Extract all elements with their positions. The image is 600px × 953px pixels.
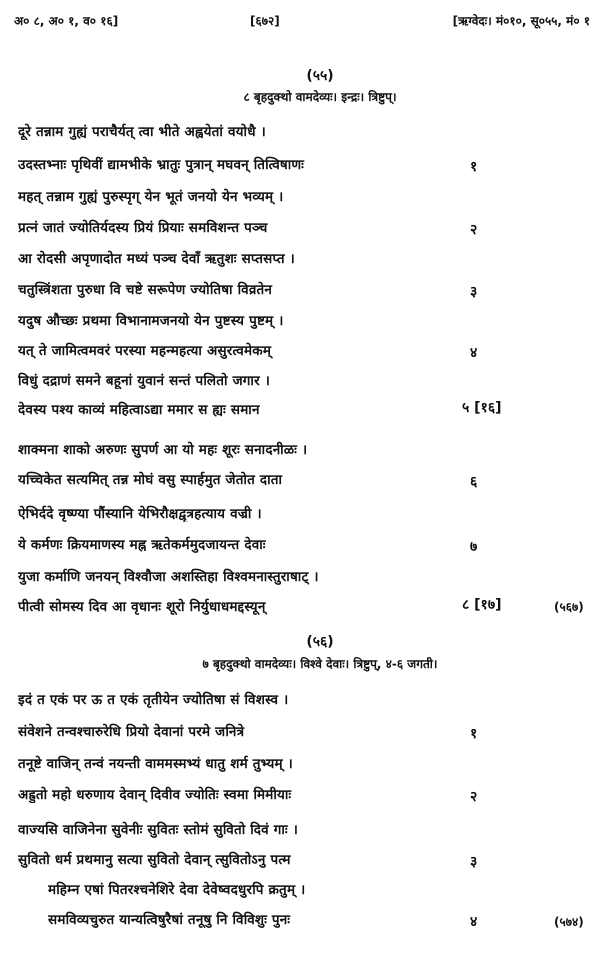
verse-line: महत् तन्नाम गुह्यं पुरुस्पृग् येन भूतं जनयो येन भव्यम् । bbox=[18, 189, 284, 205]
verse-number: ४ bbox=[470, 345, 478, 361]
verse-line: सुवितो धर्म प्रथमानु सत्या सुवितो देवान् त्सुवितोऽनु पत्म bbox=[18, 852, 291, 868]
verse-line: यत् ते जामित्वमवरं परस्या महन्महत्या असुरत्वमेकम् bbox=[18, 343, 272, 359]
verse-number: १ bbox=[470, 726, 478, 742]
verse-line: समविव्यचुरुत यान्यत्विषुरैषां तनूषु नि विविशुः पुनः bbox=[48, 912, 291, 928]
verse-line: आ रोदसी अपृणादोत मध्यं पञ्च देवाँ ऋतुशः सप्तसप्त । bbox=[18, 251, 295, 267]
verse-line: शाक्मना शाको अरुणः सुपर्ण आ यो महः शूरः सनादनीळः । bbox=[18, 442, 308, 458]
verse-line: महिम्न एषां पितरश्चनेशिरे देवा देवेष्वदधुरपि क्रतुम् । bbox=[48, 882, 306, 898]
verse-line: यच्चिकेत सत्यमित् तन्न मोघं वसु स्पार्हमुत जेतोत दाता bbox=[18, 472, 283, 488]
verse-line: वाज्यसि वाजिनेना सुवेनीः सुवितः स्तोमं सुवितो दिवं गाः । bbox=[18, 822, 299, 838]
sukta-info: ७ बृहदुक्थो वामदेव्यः। विश्वे देवाः। त्रिष्टुप्, ४-६ जगती। bbox=[202, 657, 438, 671]
verse-number: ७ bbox=[470, 539, 478, 555]
cumulative-verse-count: (५७४) bbox=[554, 915, 584, 929]
verse-line: चतुस्त्रिंशता पुरुधा वि चष्टे सरूपेण ज्योतिषा विव्रतेन bbox=[18, 282, 273, 298]
verse-number: २ bbox=[470, 222, 478, 238]
verse-number: ८ [१७] bbox=[462, 597, 502, 613]
verse-line: अह्रुतो महो धरुणाय देवान् दिवीव ज्योतिः स्वमा मिमीयाः bbox=[18, 787, 292, 803]
sukta-number: (५५) bbox=[306, 68, 334, 84]
sukta-number: (५६) bbox=[306, 634, 334, 650]
verse-line: ये कर्मणः क्रियमाणस्य मह्न ऋतेकर्ममुदजायन्त देवाः bbox=[18, 537, 266, 553]
verse-line: इदं त एकं पर ऊ त एकं तृतीयेन ज्योतिषा सं विशस्व । bbox=[18, 692, 289, 708]
verse-line: दूरे तन्नाम गुह्यं पराचैर्यत् त्वा भीते अह्वयेतां वयोधै । bbox=[18, 124, 266, 140]
verse-line: यदुष औच्छः प्रथमा विभानामजनयो येन पुष्टस्य पुष्टम् । bbox=[18, 313, 284, 329]
verse-line: प्रत्नं जातं ज्योतिर्यदस्य प्रियं प्रियाः समविशन्त पञ्च bbox=[18, 220, 268, 236]
verse-line: पीत्वी सोमस्य दिव आ वृधानः शूरो निर्युधाधमद्दस्यून् bbox=[18, 599, 266, 615]
verse-number: १ bbox=[470, 159, 478, 175]
page-number: [६७२] bbox=[250, 14, 280, 28]
verse-number: ३ bbox=[470, 854, 478, 870]
verse-line: ऐभिर्ददे वृष्ण्या पौंस्यानि येभिरौक्षद्वृत्रहत्याय वज्री । bbox=[18, 506, 262, 522]
page-header bbox=[0, 8, 600, 32]
verse-line: देवस्य पश्य काव्यं महित्वाऽद्या ममार स ह्यः समान bbox=[18, 402, 260, 418]
cumulative-verse-count: (५६७) bbox=[554, 600, 584, 614]
sukta-info: ८ बृहदुक्थो वामदेव्यः। इन्द्रः। त्रिष्टुप्। bbox=[243, 90, 397, 104]
verse-line: युजा कर्माणि जनयन् विश्वौजा अशस्तिहा विश्वमनास्तुराषाट् । bbox=[18, 569, 319, 585]
verse-number: ३ bbox=[470, 284, 478, 300]
verse-line: संवेशने तन्वश्चारुरेधि प्रियो देवानां परमे जनित्रे bbox=[18, 724, 245, 740]
verse-line: तनूष्टे वाजिन् तन्वं नयन्ती वाममस्मभ्यं धातु शर्म तुभ्यम् । bbox=[18, 756, 293, 772]
verse-number: ५ [१६] bbox=[462, 400, 502, 416]
verse-number: ६ bbox=[470, 474, 478, 490]
header-mandala-reference: [ऋग्वेदः। मं०१०, सू०५५, मं० १ bbox=[452, 14, 590, 28]
verse-line: विधुं दद्राणं समने बहूनां युवानं सन्तं पलितो जगार । bbox=[18, 373, 271, 389]
verse-number: २ bbox=[470, 789, 478, 805]
header-reference: अ० ८, अ० १, व० १६] bbox=[14, 14, 119, 28]
verse-line: उदस्तभ्नाः पृथिवीं द्यामभीके भ्रातुः पुत्रान् मघवन् तित्विषाणः bbox=[18, 157, 305, 173]
verse-number: ४ bbox=[470, 914, 478, 930]
